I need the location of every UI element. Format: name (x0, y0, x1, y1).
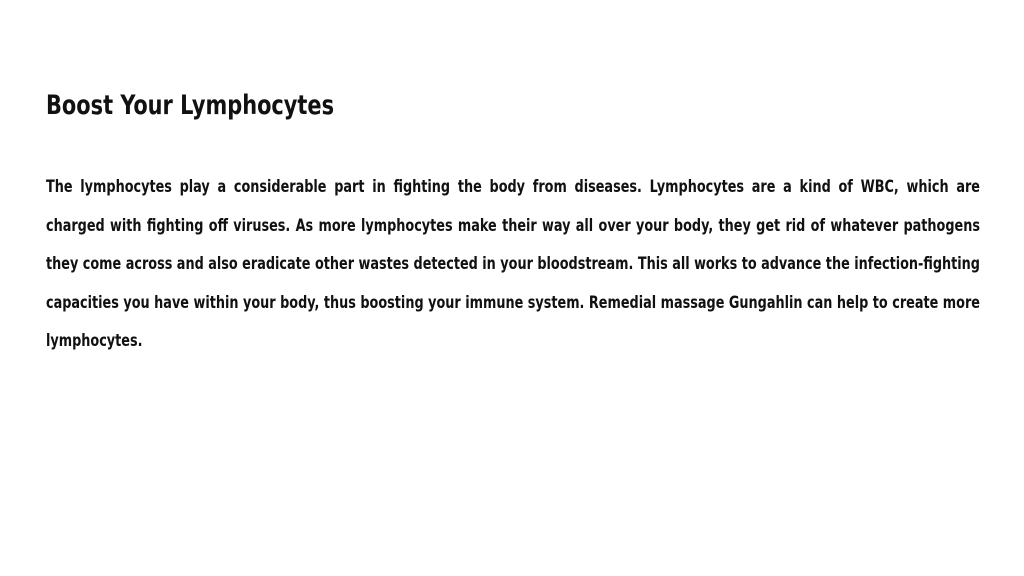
slide-title: Boost Your Lymphocytes (46, 90, 335, 121)
slide-body-paragraph: The lymphocytes play a considerable part in fighting the body from diseases. Lymphocytes are a kind of WBC, which are charged with fighting off viruses. As more lymphocytes make their way all over your body, they get rid of whatever pathogens they come across and also eradicate other wastes detected in your bloodstream. This all works to advance the infection-fighting capacities you have within your body, thus boosting your immune system. Remedial massage Gungahlin can help to create more lymphocytes. (46, 177, 980, 350)
